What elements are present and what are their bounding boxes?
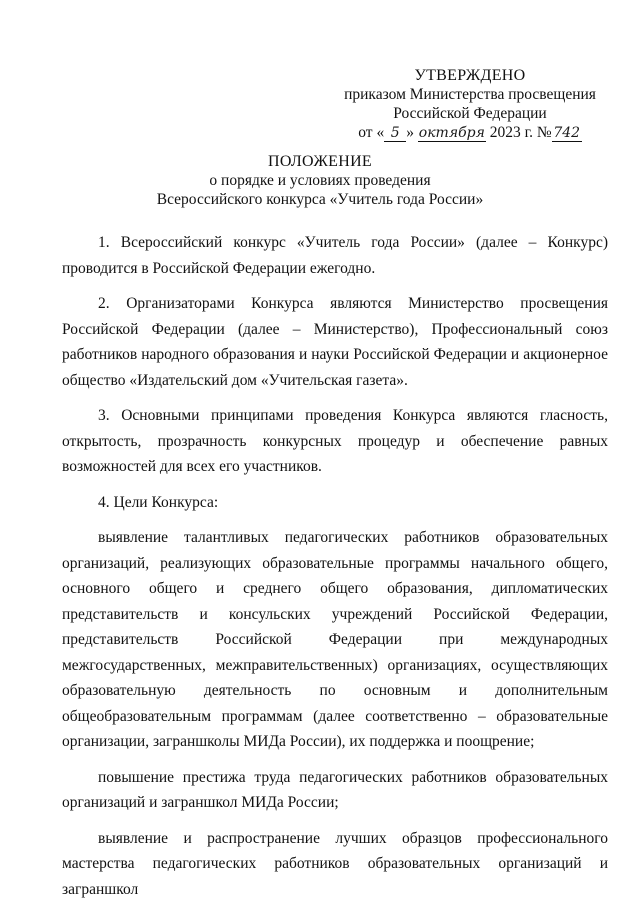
paragraph-1-text: 1. Всероссийский конкурс «Учитель года России» (далее – Конкурс) проводится в Российской Федерации ежегодно. <box>62 234 608 277</box>
date-mid: » <box>406 124 414 141</box>
approval-line-1: приказом Министерства просвещения <box>344 86 596 103</box>
title-line-2: Всероссийского конкурса «Учитель года России» <box>156 191 484 208</box>
paragraph-7-text: выявление и распространение лучших образцов профессионального мастерства педагогических работников образовательных организаций и заграншкол <box>62 829 608 898</box>
approval-date-line <box>330 123 610 142</box>
paragraph-5 <box>62 525 608 755</box>
approval-line-2: Российской Федерации <box>393 105 547 122</box>
paragraph-4 <box>62 490 608 516</box>
date-year: 2023 г. № <box>489 124 552 141</box>
order-number-handwritten: 742 <box>553 125 581 141</box>
approval-block <box>330 66 610 142</box>
title-line-1: о порядке и условиях проведения <box>209 172 431 189</box>
approval-heading: УТВЕРЖДЕНО <box>414 67 526 84</box>
document-body <box>62 230 608 902</box>
paragraph-4-text: 4. Цели Конкурса: <box>98 493 219 511</box>
paragraph-1 <box>62 230 608 281</box>
date-prefix: от « <box>358 124 385 141</box>
paragraph-6 <box>62 765 608 816</box>
date-day-handwritten: 5 <box>384 126 406 142</box>
paragraph-2-text: 2. Организаторами Конкурса являются Министерство просвещения Российской Федерации (далее – Министерство), Профессиональный союз работников народного образования и науки Российской Федерации и акционерное общество «Издательский дом «Учительская газета». <box>62 295 608 389</box>
date-month-handwritten: октября <box>418 125 485 141</box>
title-heading: ПОЛОЖЕНИЕ <box>267 153 372 170</box>
paragraph-6-text: повышение престижа труда педагогических работников образовательных организаций и заграншкол МИДа России; <box>62 768 608 811</box>
paragraph-5-text: выявление талантливых педагогических работников образовательных организаций, реализующих образовательные программы начального общего, основного общего и среднего общего образования, дипломатических представительств и консульских учреждений Российской Федерации, представительств Российской Федерации при международных межгосударственных, межправительственных) организациях, осуществляющих образовательную деятельность по основным и дополнительным общеобразовательным программам (далее соответственно – образовательные организации, заграншколы МИДа России), их поддержка и поощрение; <box>62 529 608 750</box>
paragraph-3-text: 3. Основными принципами проведения Конкурса являются гласность, открытость, прозрачность конкурсных процедур и обеспечение равных возможностей для всех его участников. <box>62 407 608 475</box>
paragraph-3 <box>62 403 608 480</box>
paragraph-7 <box>62 826 608 903</box>
paragraph-2 <box>62 291 608 393</box>
document-title <box>60 152 580 209</box>
